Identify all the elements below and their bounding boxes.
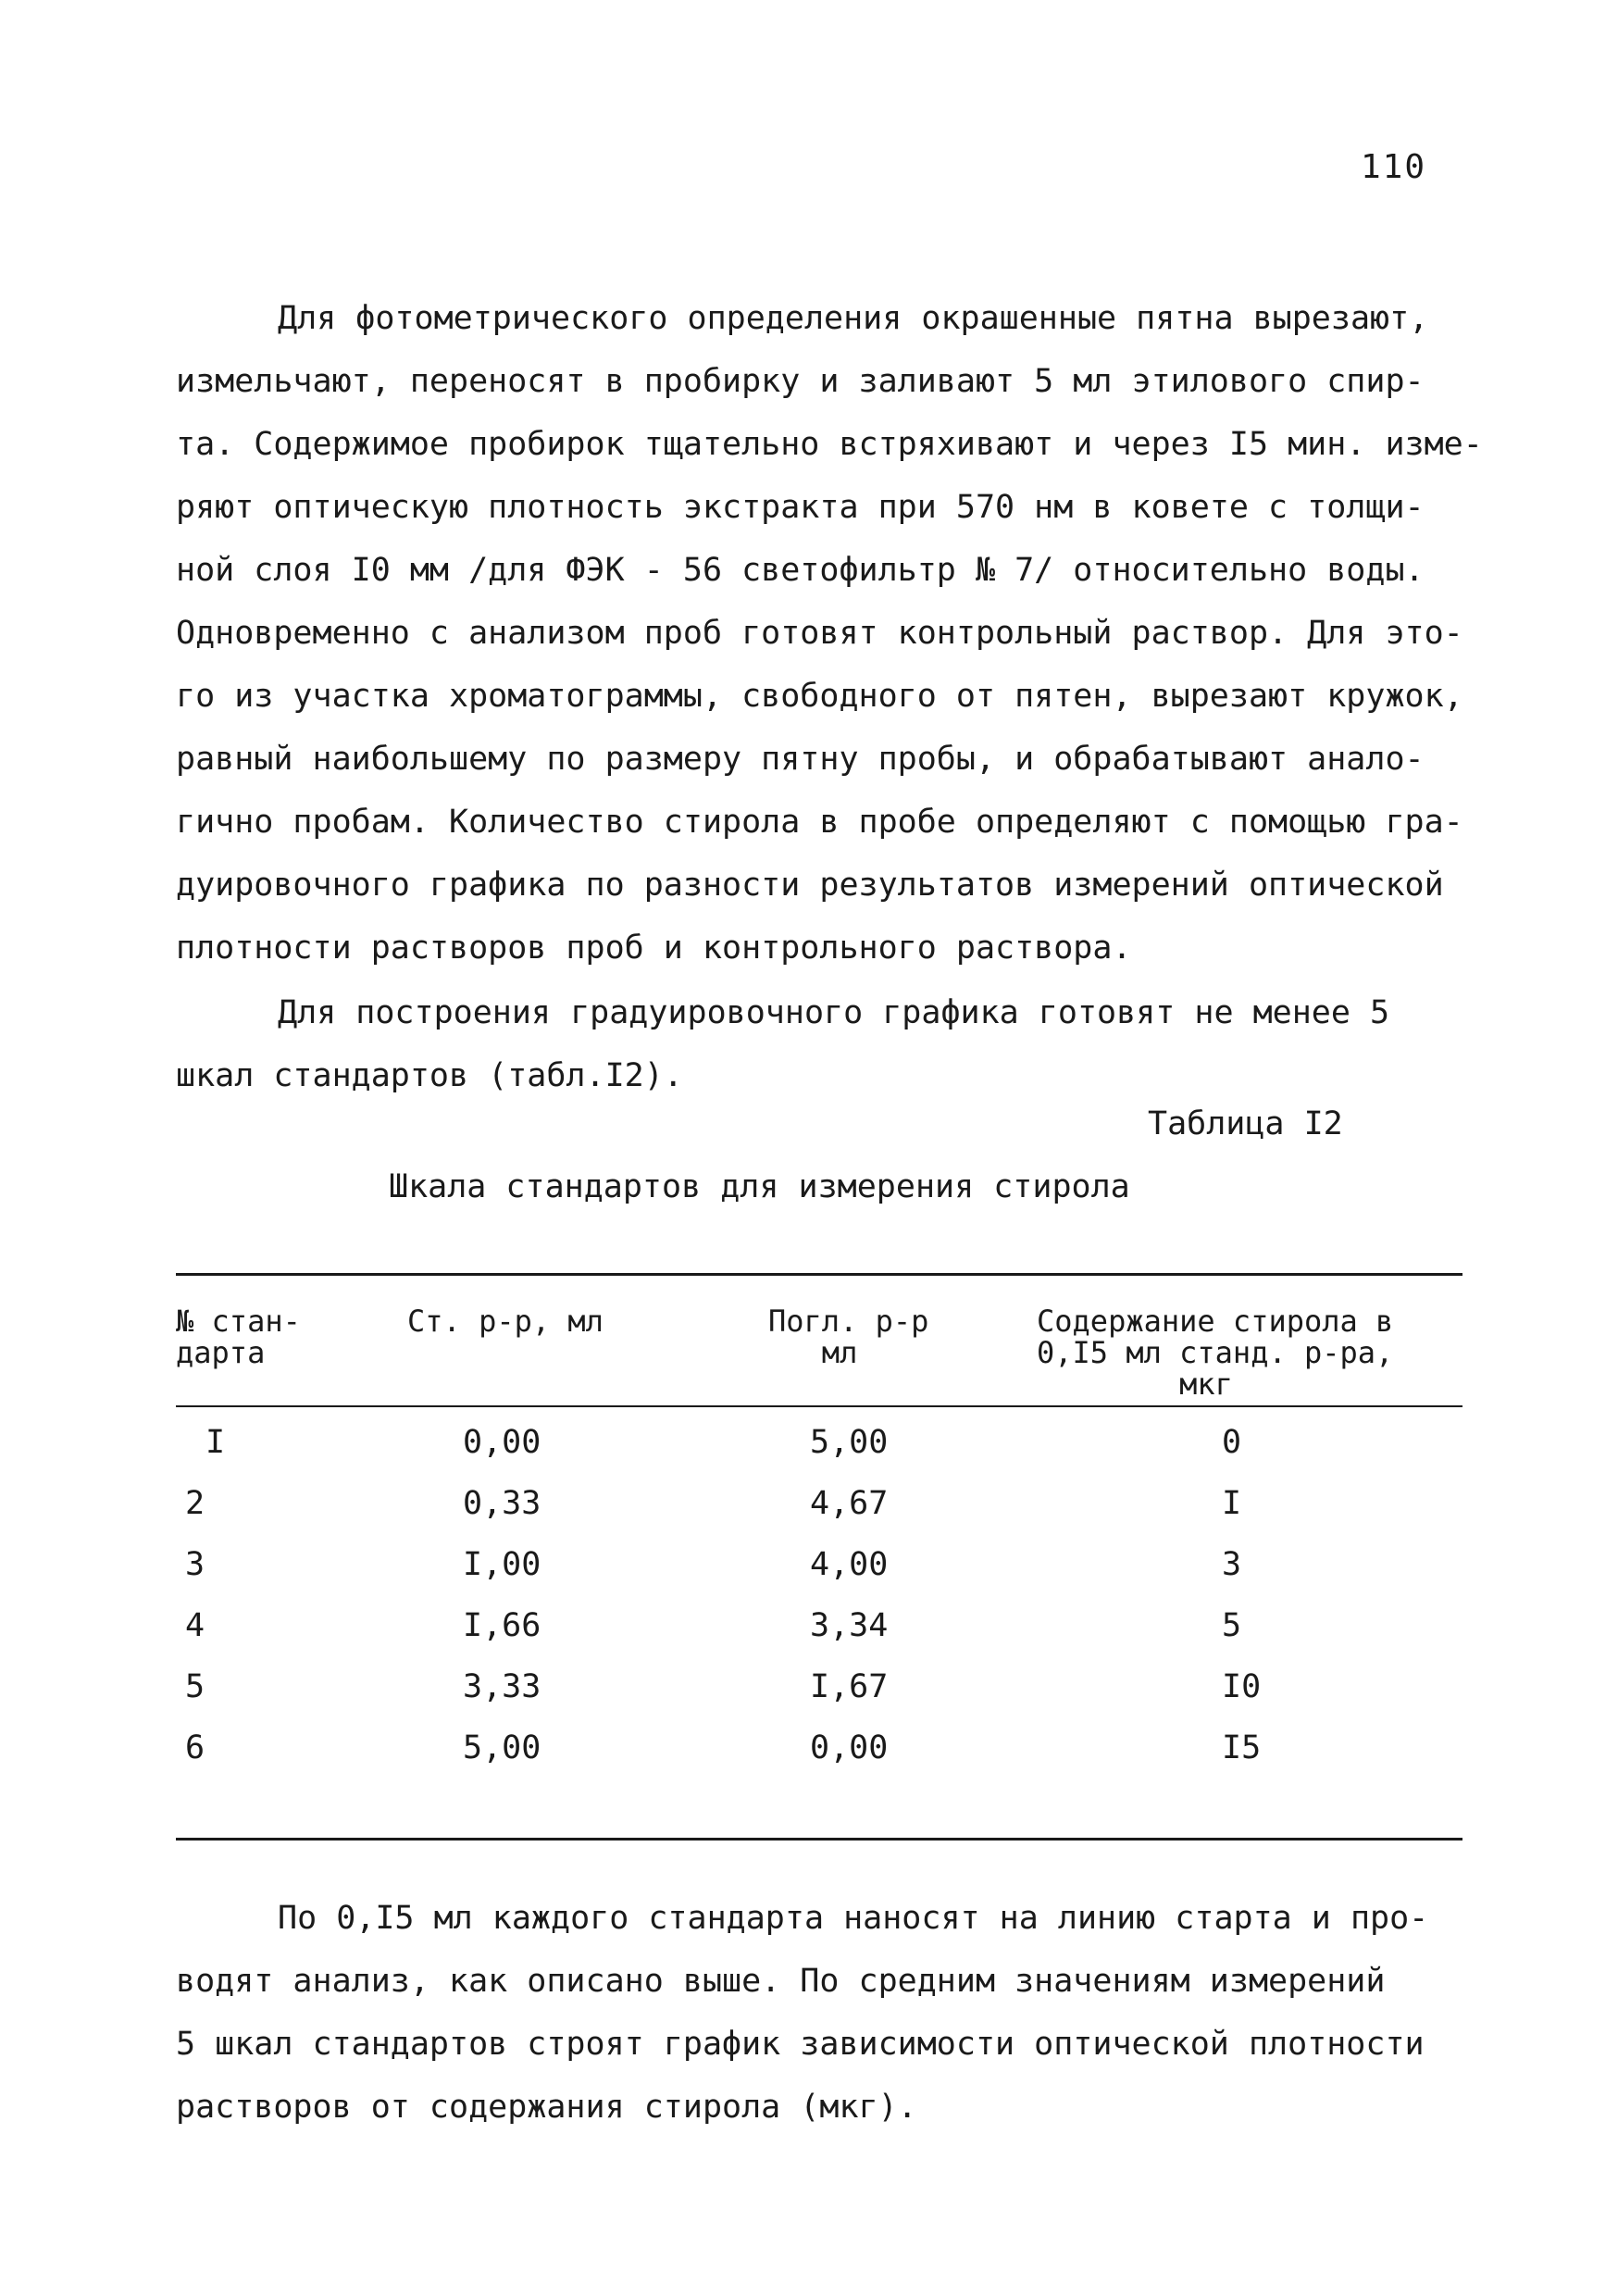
text-line: равный наибольшему по размеру пятну пробы, и обрабатывают анало- <box>176 741 1425 778</box>
text-line: Для фотометрического определения окрашенные пятна вырезают, <box>278 300 1429 337</box>
table-cell: I,00 <box>463 1546 541 1583</box>
table-header-rule <box>176 1405 1462 1407</box>
table-cell: 0,00 <box>463 1424 541 1461</box>
header-absorbing-solution: Погл. р-р мл <box>768 1304 929 1370</box>
table-cell: 5,00 <box>810 1424 889 1461</box>
text-line: дуировочного графика по разности результатов измерений оптической <box>176 867 1444 904</box>
text-line: гично пробам. Количество стирола в пробе определяют с помощью гра- <box>176 804 1463 841</box>
header-stock-solution: Ст. р-р, мл <box>407 1304 604 1339</box>
text-line: ряют оптическую плотность экстракта при 570 нм в ковете с толщи- <box>176 489 1425 526</box>
table-cell: I5 <box>1222 1729 1262 1766</box>
text-line: го из участка хроматограммы, свободного от пятен, вырезают кружок, <box>176 678 1463 715</box>
paragraph-3 <box>176 1887 1453 2139</box>
text-line: шкал стандартов (табл.I2). <box>176 1057 683 1094</box>
table-cell: 4,67 <box>810 1485 889 1522</box>
paragraph-2 <box>176 981 1453 1107</box>
table-cell: 3 <box>185 1546 205 1583</box>
text-line: Для построения градуировочного графика готовят не менее 5 <box>278 994 1390 1031</box>
table-cell: 3,34 <box>810 1607 889 1644</box>
text-line: та. Содержимое пробирок тщательно встряхивают и через I5 мин. изме- <box>176 426 1483 463</box>
table-cell: 0,00 <box>810 1729 889 1766</box>
table-cell: I,67 <box>810 1668 889 1705</box>
table-cell: 0,33 <box>463 1485 541 1522</box>
text-line: Одновременно с анализом проб готовят контрольный раствор. Для это- <box>176 615 1463 652</box>
paragraph-1 <box>176 287 1483 980</box>
table-cell: I,66 <box>463 1607 541 1644</box>
text-line: плотности растворов проб и контрольного раствора. <box>176 930 1132 967</box>
table-cell: I <box>205 1424 226 1461</box>
text-line: измельчают, переносят в пробирку и заливают 5 мл этилового спир- <box>176 363 1425 400</box>
header-standard-number: № стан- дарта <box>176 1304 301 1370</box>
table-cell: 5 <box>185 1668 205 1705</box>
table-cell: 0 <box>1222 1424 1242 1461</box>
table-title: Шкала стандартов для измерения стирола <box>389 1168 1130 1205</box>
table-cell: 4,00 <box>810 1546 889 1583</box>
table-label: Таблица I2 <box>1148 1105 1343 1142</box>
table-cell: 2 <box>185 1485 205 1522</box>
table-cell: 3,33 <box>463 1668 541 1705</box>
table-cell: 3 <box>1222 1546 1242 1583</box>
page-number: 110 <box>1361 148 1427 186</box>
text-line: водят анализ, как описано выше. По средним значениям измерений <box>176 1963 1386 2000</box>
text-line: растворов от содержания стирола (мкг). <box>176 2089 917 2126</box>
text-line: ной слоя I0 мм /для ФЭК - 56 светофильтр № 7/ относительно воды. <box>176 552 1425 589</box>
table-top-rule <box>176 1273 1462 1276</box>
table-cell: I <box>1222 1485 1242 1522</box>
text-line: По 0,I5 мл каждого стандарта наносят на линию старта и про- <box>278 1900 1429 1937</box>
table-cell: 5,00 <box>463 1729 541 1766</box>
table-cell: I0 <box>1222 1668 1262 1705</box>
table-cell: 4 <box>185 1607 205 1644</box>
table-bottom-rule <box>176 1838 1462 1841</box>
text-line: 5 шкал стандартов строят график зависимости оптической плотности <box>176 2026 1425 2063</box>
table-cell: 6 <box>185 1729 205 1766</box>
header-styrene-content: Содержание стирола в 0,I5 мл станд. р-ра, мкг <box>1037 1304 1394 1402</box>
table-cell: 5 <box>1222 1607 1242 1644</box>
